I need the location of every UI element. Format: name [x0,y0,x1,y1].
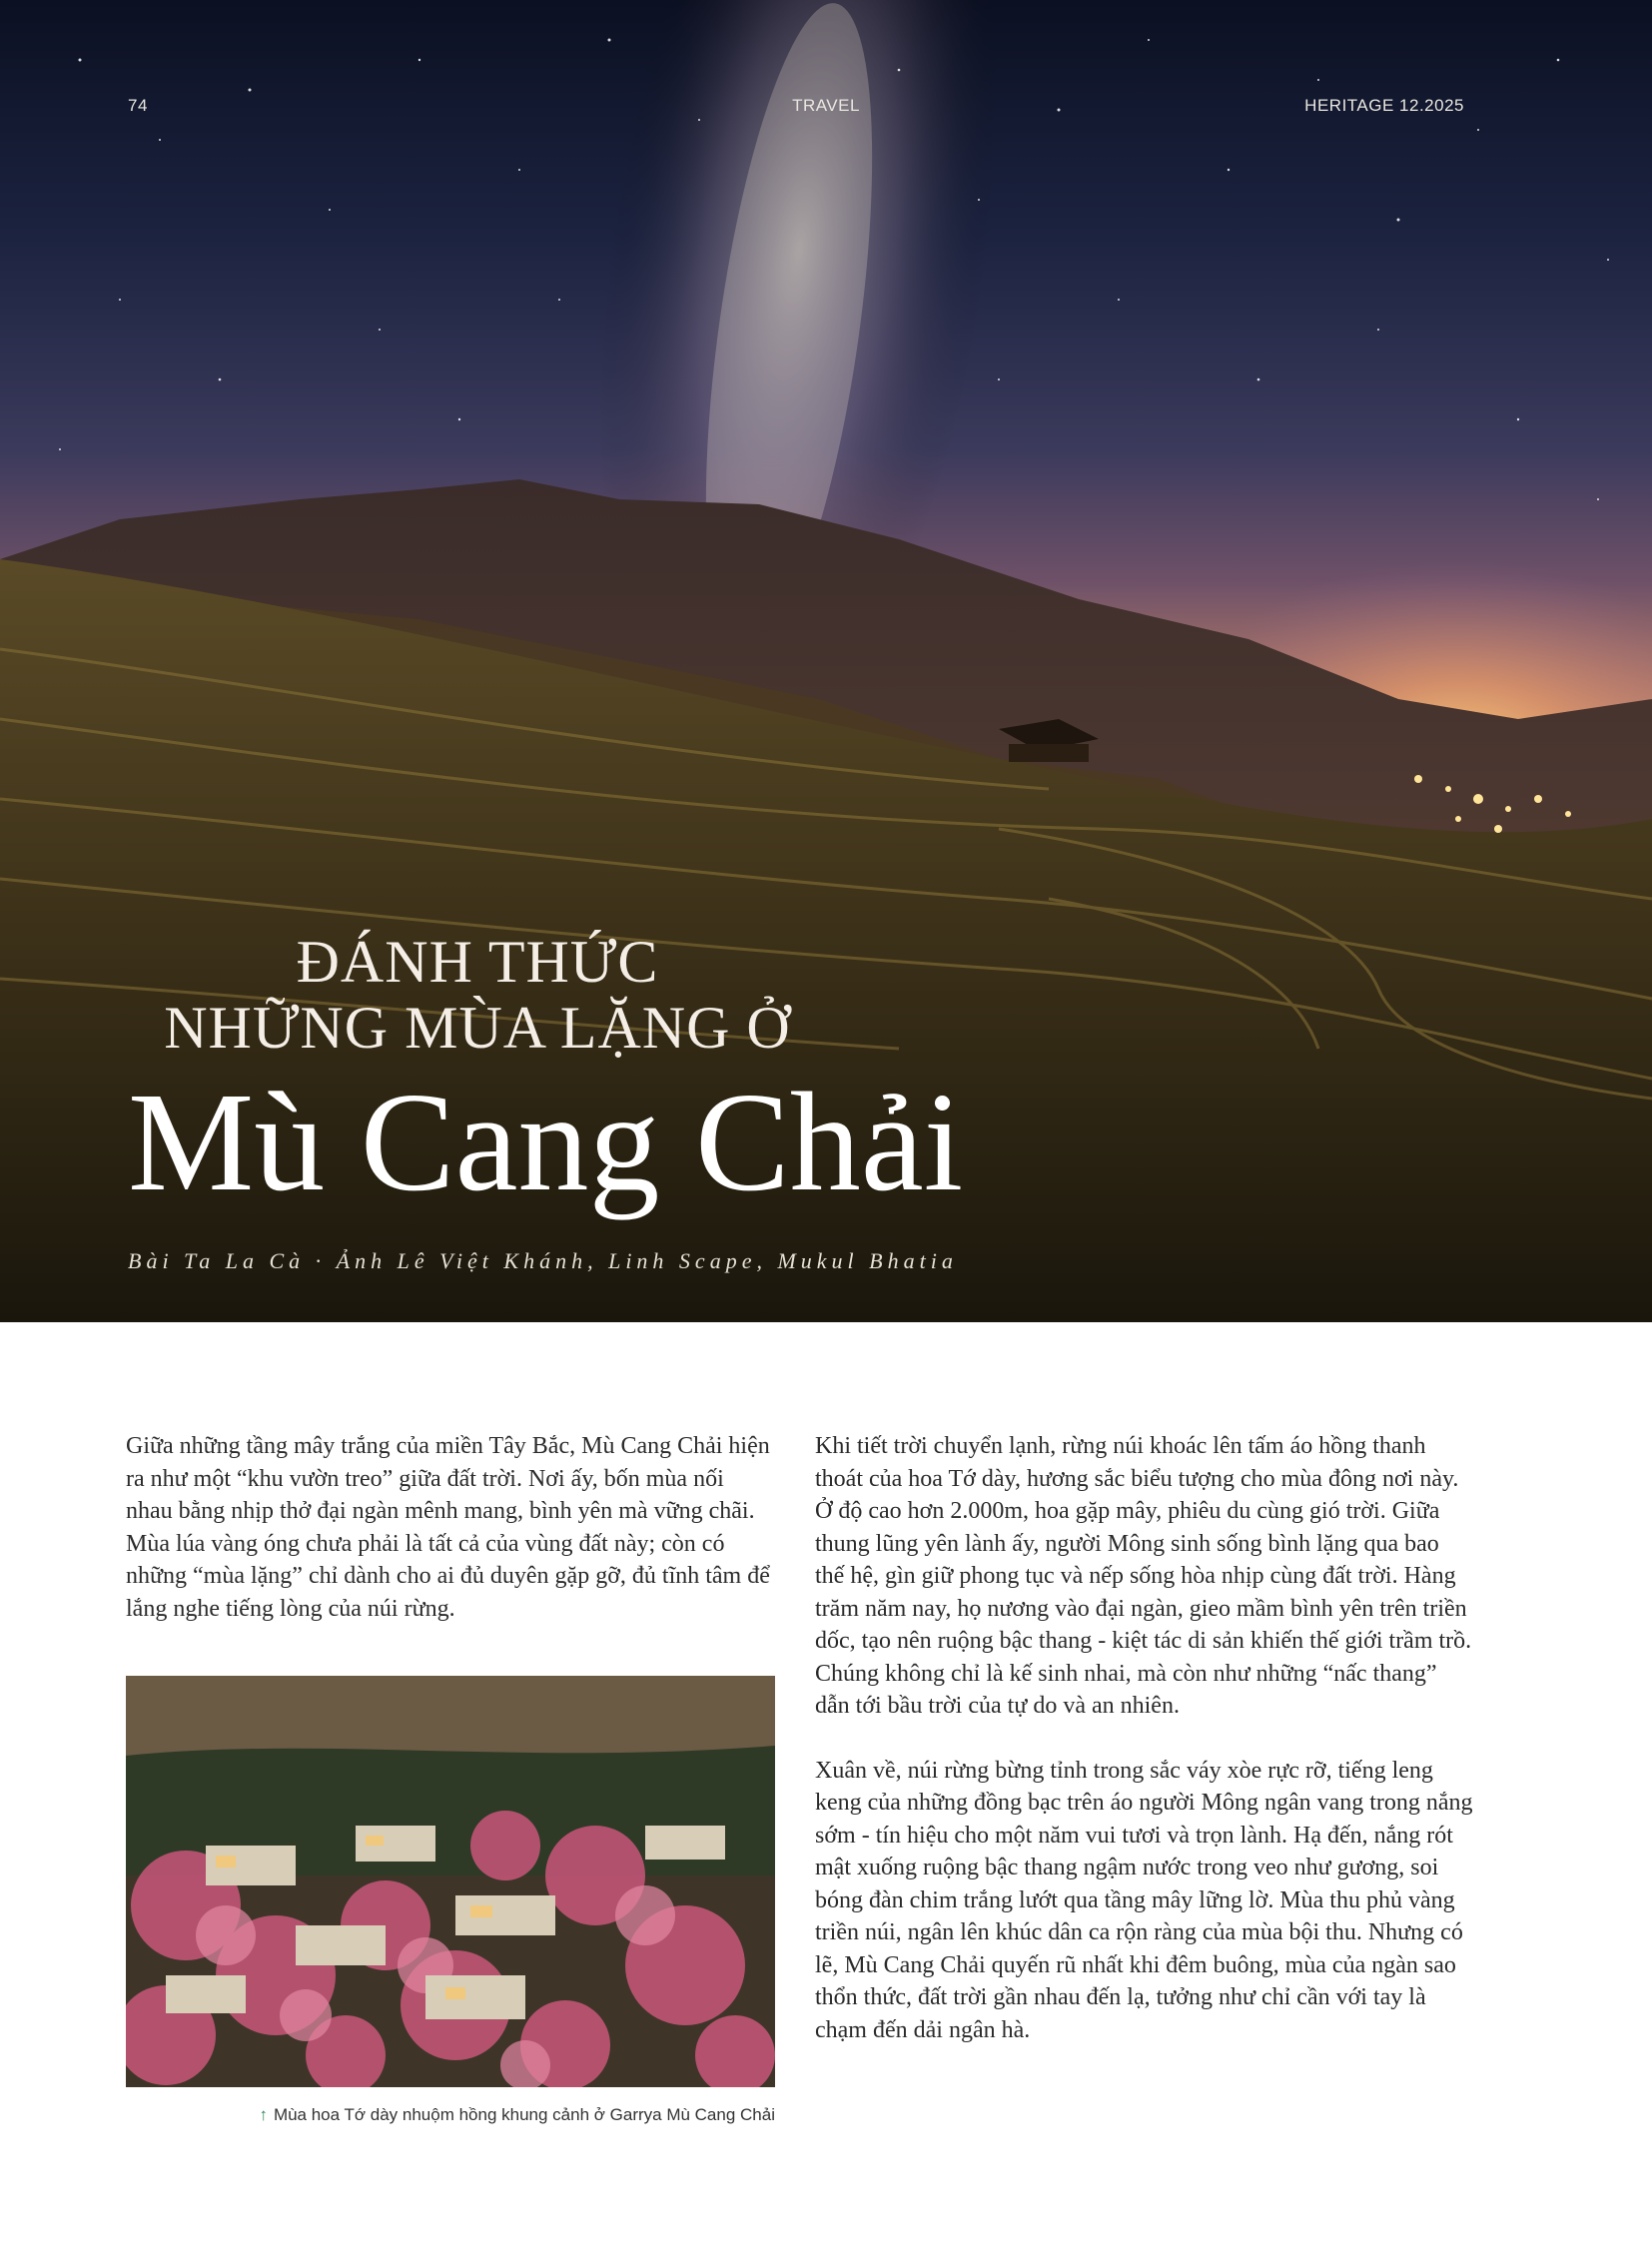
body-paragraph-1: Khi tiết trời chuyển lạnh, rừng núi khoác lên tấm áo hồng thanh thoát của hoa Tớ dày, hương sắc biểu tượng cho mùa đông nơi này. Ở độ cao hơn 2.000m, hoa gặp mây, phiêu du cùng gió trời. Giữa thung lũng yên lành ấy, người Mông sinh sống bình lặng qua bao thế hệ, gìn giữ phong tục và nếp sống hòa nhịp cùng đất trời. Hàng trăm năm nay, họ nương vào đại ngàn, gieo mầm bình yên trên triền dốc, tạo nên ruộng bậc thang - kiệt tác di sản khiến thế giới trầm trồ. Chúng không chỉ là kế sinh nhai, mà còn như những “nấc thang” dẫn tới bầu trời của tự do và an nhiên. [815,1433,1472,1719]
right-column [815,1430,1474,2046]
body-paragraph-2: Xuân về, núi rừng bừng tỉnh trong sắc váy xòe rực rỡ, tiếng leng keng của những đồng bạc trên áo người Mông ngân vang trong nắng sớm - tín hiệu cho một năm vui tươi và trọn lành. Hạ đến, nắng rót mật xuống ruộng bậc thang ngậm nước trong veo như gương, soi bóng đàn chim trắng lướt qua tầng mây lững lờ. Mùa thu phủ vàng triền núi, ngân lên khúc dân ca rộn ràng của mùa bội thu. Nhưng có lẽ, Mù Cang Chải quyến rũ nhất khi đêm buông, mùa của ngàn sao thổn thức, đất trời gần nhau đến lạ, tưởng như chỉ cần với tay là chạm đến dải ngân hà. [815,1757,1473,2043]
section-label: TRAVEL [792,96,860,115]
article-title: Mù Cang Chải [128,1063,964,1220]
kicker-line-2: NHỮNG MÙA LẶNG Ở [164,995,791,1061]
photo-caption [126,2105,775,2125]
kicker-line-1: ĐÁNH THỨC [296,929,659,995]
page-number: 74 [128,96,148,115]
photo-caption-text: Mùa hoa Tớ dày nhuộm hồng khung cảnh ở Garrya Mù Cang Chải [273,2105,775,2124]
left-column [126,1430,775,1625]
byline: Bài Ta La Cà · Ảnh Lê Việt Khánh, Linh Scape, Mukul Bhatia [128,1248,958,1273]
garrya-photo [126,1676,775,2087]
issue-label: HERITAGE 12.2025 [1304,96,1464,115]
pink-blossom-village-illustration [126,1676,775,2087]
title-block [128,929,1127,1220]
arrow-up-icon: ↑ [259,2105,268,2124]
intro-paragraph: Giữa những tầng mây trắng của miền Tây Bắc, Mù Cang Chải hiện ra như một “khu vườn treo” giữa đất trời. Nơi ấy, bốn mùa nối nhau bằng nhịp thở đại ngàn mênh mang, bình yên mà vững chãi. Mùa lúa vàng óng chưa phải là tất cả của vùng đất này; còn có những “mùa lặng” chỉ dành cho ai đủ duyên gặp gỡ, đủ tĩnh tâm để lắng nghe tiếng lòng của núi rừng. [126,1433,770,1622]
